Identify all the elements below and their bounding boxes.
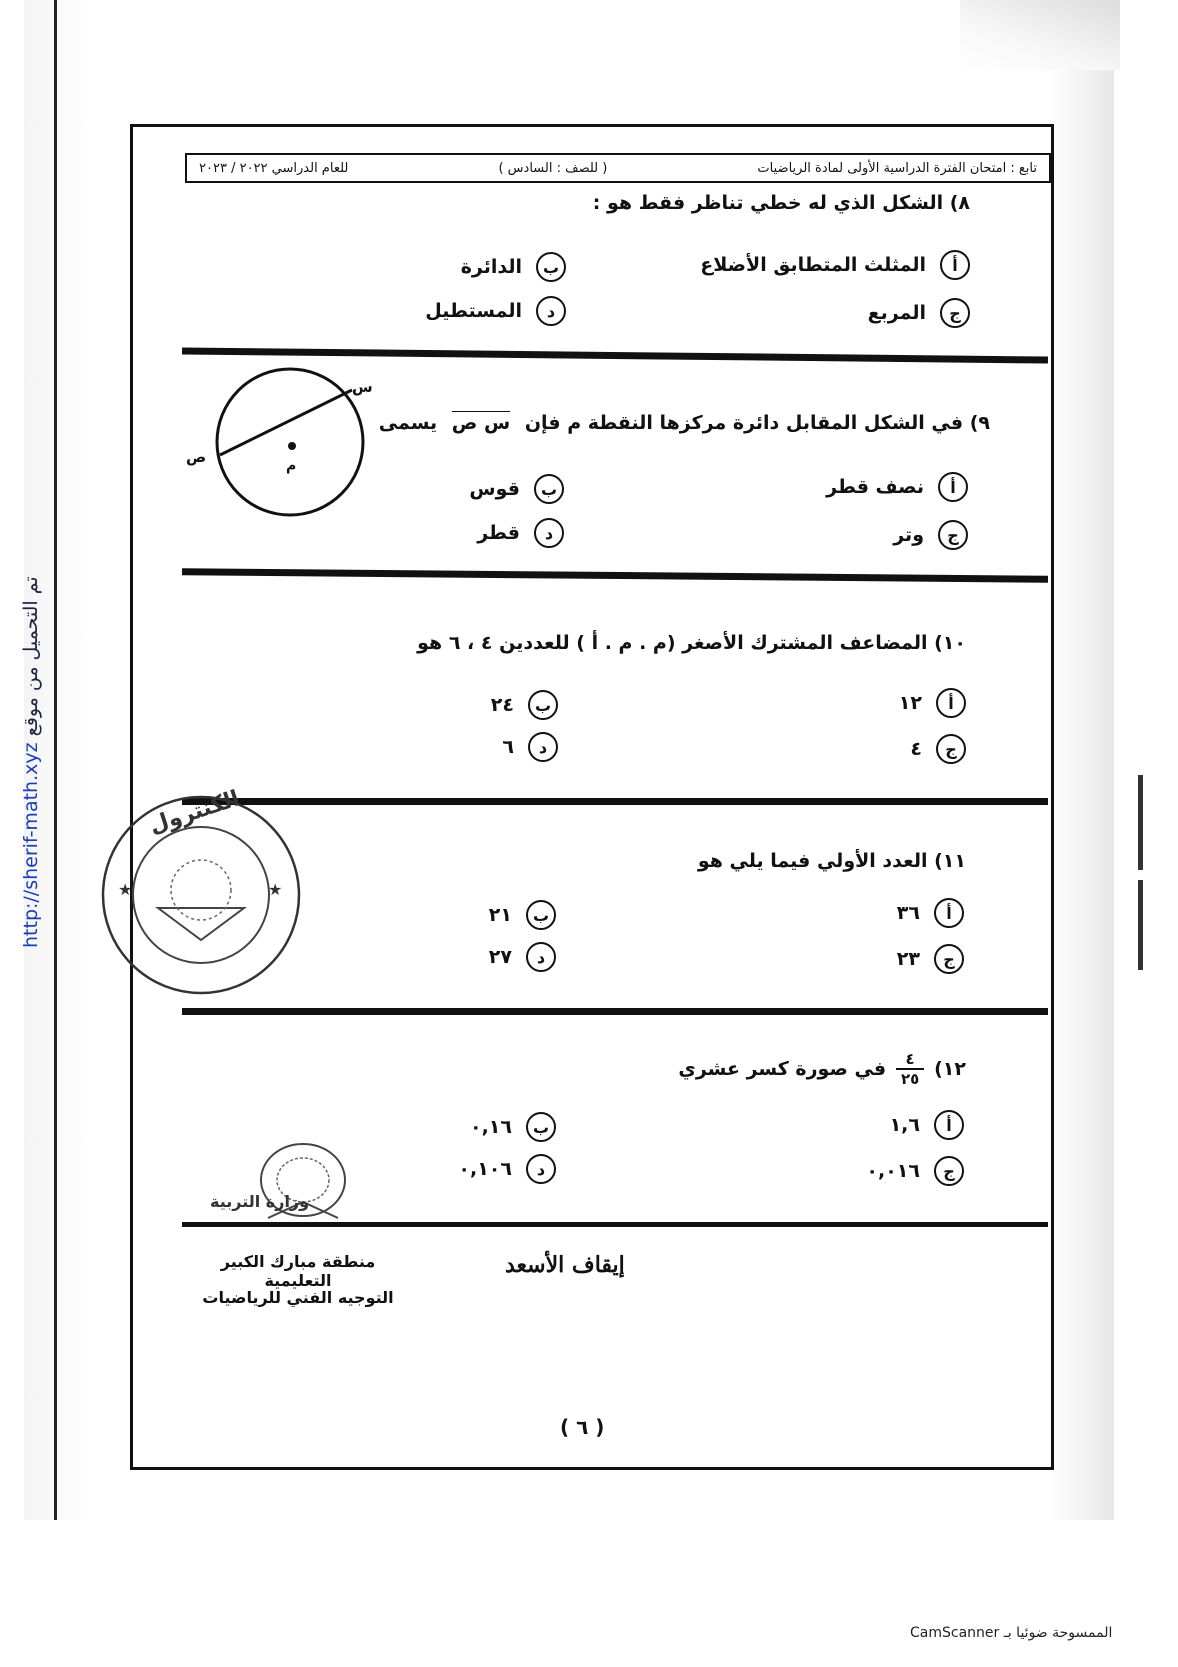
q12-fraction [896,1050,924,1088]
q8-option-a[interactable] [700,250,970,280]
q10-option-a-letter: أ [936,688,966,718]
q9-option-b-text: قوس [469,478,520,500]
q12-number: ١٢) [934,1058,966,1080]
q9-option-d-letter: د [534,518,564,548]
footer-line-1: منطقة مبارك الكبير التعليمية [220,1252,376,1290]
q12-denominator: ٢٥ [900,1070,920,1088]
q10-option-c[interactable] [910,734,966,764]
stamp-top-text: الكنترول [146,786,243,839]
question-9-text [379,412,990,434]
q8-option-b-letter: ب [536,252,566,282]
q12-option-a-text: ١,٦ [889,1114,920,1136]
footer-line-2: التوجيه الفني للرياضيات [202,1288,394,1307]
q11-option-a[interactable] [897,898,964,928]
header-title: تابع : امتحان الفترة الدراسية الأولى لمادة الرياضيات [757,160,1037,176]
q12-option-a[interactable] [890,1110,964,1140]
q11-option-c[interactable] [897,944,964,974]
q9-text-end: يسمى [378,412,438,434]
q12-option-b-text: ٠,١٦ [469,1116,512,1138]
exam-header [185,153,1051,183]
q10-option-a[interactable] [899,688,966,718]
paper-left-edge [54,0,57,1520]
q11-option-c-text: ٢٣ [896,948,920,970]
q8-option-b[interactable] [461,252,566,282]
chord-line [220,390,352,455]
ministry-text: وزارة التربية [210,1192,310,1211]
stamp-star-icon: ★ [118,880,133,899]
signature: إيقاف الأسعد [505,1252,625,1278]
q11-option-d[interactable] [489,942,556,972]
q10-option-d-letter: د [528,732,558,762]
q12-option-a-letter: أ [934,1110,964,1140]
q11-option-b[interactable] [489,900,556,930]
q10-option-b[interactable] [491,690,558,720]
q8-option-c-text: المربع [867,302,926,324]
question-10-text: ١٠) المضاعف المشترك الأصغر (م . م . أ ) للعددين ٤ ، ٦ هو [417,632,966,654]
q9-option-d-text: قطر [477,522,520,544]
q8-option-c-letter: ج [940,298,970,328]
stamp-star-icon: ★ [268,880,283,899]
q9-option-a-text: نصف قطر [826,476,924,498]
header-year: للعام الدراسي ٢٠٢٢ / ٢٠٢٣ [199,160,349,176]
center-point [288,442,296,450]
download-note-url[interactable]: http://sherif-math.xyz [20,742,42,948]
q11-option-b-letter: ب [526,900,556,930]
paper-fold [960,0,1120,70]
separator [182,798,1048,805]
q10-option-d-text: ٦ [502,736,514,758]
q8-option-c[interactable] [868,298,970,328]
q10-option-b-letter: ب [528,690,558,720]
q12-option-d[interactable] [458,1154,556,1184]
q12-option-b[interactable] [470,1112,556,1142]
scan-edge-mark [1138,775,1143,870]
q12-option-c[interactable] [866,1156,964,1186]
q9-option-c-text: وتر [893,524,924,546]
q9-option-b[interactable] [469,474,564,504]
q12-option-d-text: ٠,١٠٦ [458,1158,512,1180]
q11-option-a-text: ٣٦ [896,902,920,924]
q12-text: في صورة كسر عشري [678,1058,887,1080]
q9-option-a[interactable] [826,472,968,502]
scan-edge-mark [1138,880,1143,970]
q11-option-d-text: ٢٧ [488,946,512,968]
ministry-emblem [248,1140,358,1230]
q9-option-c[interactable] [893,520,968,550]
q9-text: ٩) في الشكل المقابل دائرة مركزها النقطة م فإن [524,412,990,434]
q8-option-d[interactable] [425,296,566,326]
q10-option-d[interactable] [502,732,558,762]
q10-option-a-text: ١٢ [898,692,922,714]
q9-segment: س ص [451,412,511,434]
q11-option-b-text: ٢١ [488,904,512,926]
download-note-prefix: تم التحميل من موقع [20,576,42,737]
q10-option-b-text: ٢٤ [490,694,514,716]
separator [182,1008,1048,1015]
q8-option-a-letter: أ [940,250,970,280]
q8-option-a-text: المثلث المتطابق الأضلاع [700,254,926,276]
q10-option-c-text: ٤ [910,738,922,760]
question-8-text: ٨) الشكل الذي له خطي تناظر فقط هو : [592,192,970,214]
label-s: س [352,378,373,396]
q10-option-c-letter: ج [936,734,966,764]
q8-option-d-text: المستطيل [425,300,522,322]
q12-option-c-text: ٠,٠١٦ [866,1160,920,1182]
q12-option-d-letter: د [526,1154,556,1184]
q11-option-d-letter: د [526,942,556,972]
q9-option-c-letter: ج [938,520,968,550]
q12-option-c-letter: ج [934,1156,964,1186]
q11-option-c-letter: ج [934,944,964,974]
q9-option-d[interactable] [477,518,564,548]
label-c: ص [186,448,207,466]
header-grade: ( للصف : السادس ) [498,160,608,176]
q8-option-d-letter: د [536,296,566,326]
label-m: م [286,458,297,474]
q12-option-b-letter: ب [526,1112,556,1142]
camscanner-watermark: الممسوحة ضوئيا بـ CamScanner [910,1625,1113,1641]
question-11-text: ١١) العدد الأولي فيما يلي هو [697,850,966,872]
q9-option-a-letter: أ [938,472,968,502]
q8-option-b-text: الدائرة [460,256,522,278]
q11-option-a-letter: أ [934,898,964,928]
page-number: ( ٦ ) [560,1415,605,1439]
download-note [20,576,42,948]
question-12-text [678,1050,966,1088]
q9-option-b-letter: ب [534,474,564,504]
circle-shape [217,369,363,515]
q12-numerator: ٤ [905,1050,915,1068]
